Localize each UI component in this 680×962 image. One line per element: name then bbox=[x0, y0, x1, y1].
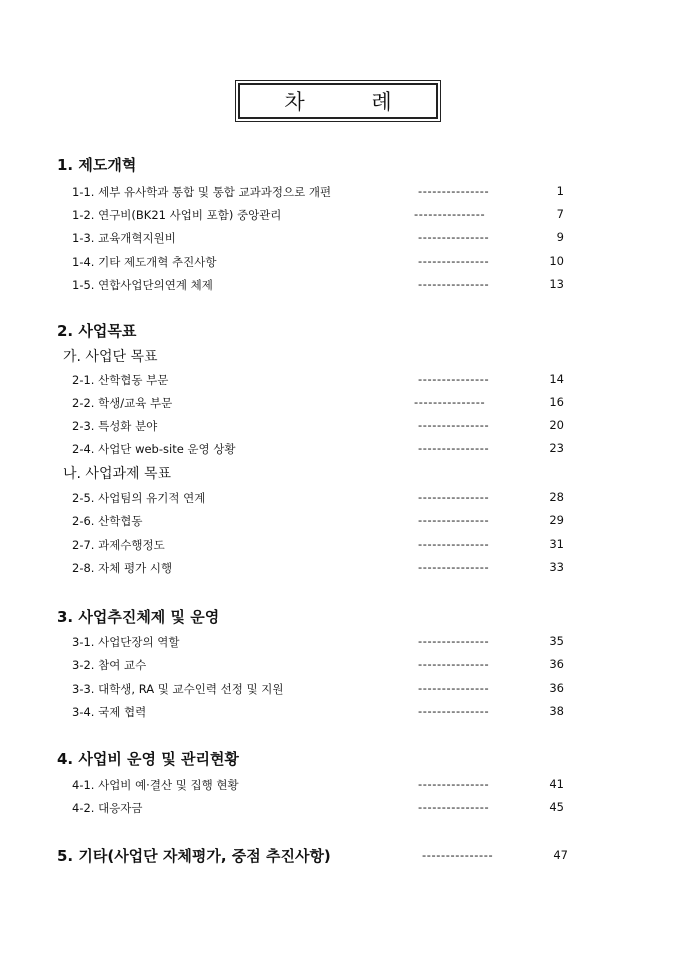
entry-label: 1-1. 세부 유사학과 통합 및 통합 교과과정으로 개편 bbox=[72, 185, 332, 199]
entry-label: 1-4. 기타 제도개혁 추진사항 bbox=[72, 255, 217, 269]
page-number: 13 bbox=[549, 277, 564, 291]
entry-label: 2-3. 특성화 분야 bbox=[72, 419, 158, 433]
subsection-heading-b: 나. 사업과제 목표 bbox=[63, 466, 172, 482]
toc-entry bbox=[72, 254, 568, 272]
entry-label: 2-6. 산학협동 bbox=[72, 514, 143, 528]
entry-label: 4-2. 대응자금 bbox=[72, 801, 143, 815]
section-heading-4: 4. 사업비 운영 및 관리현황 bbox=[57, 750, 239, 768]
page-number: 47 bbox=[553, 848, 568, 862]
leader-dots: --------------- bbox=[418, 277, 490, 291]
page-number: 36 bbox=[549, 681, 564, 695]
page-number: 16 bbox=[549, 395, 564, 409]
leader-dots: --------------- bbox=[418, 681, 490, 695]
page-number: 35 bbox=[549, 634, 564, 648]
entry-label: 2-2. 학생/교육 부문 bbox=[72, 396, 173, 410]
leader-dots: --------------- bbox=[418, 777, 490, 791]
toc-entry bbox=[72, 441, 568, 459]
section-heading-5: 5. 기타(사업단 자체평가, 중점 추진사항) bbox=[57, 847, 331, 865]
page-number: 38 bbox=[549, 704, 564, 718]
toc-entry bbox=[72, 777, 568, 795]
page-number: 14 bbox=[549, 372, 564, 386]
toc-entry bbox=[72, 848, 568, 866]
section-heading-1: 1. 제도개혁 bbox=[57, 156, 137, 174]
page-number: 9 bbox=[556, 230, 564, 244]
leader-dots: --------------- bbox=[418, 537, 490, 551]
entry-label: 3-4. 국제 협력 bbox=[72, 705, 147, 719]
toc-entry bbox=[72, 560, 568, 578]
leader-dots: --------------- bbox=[418, 634, 490, 648]
entry-label: 3-2. 참여 교수 bbox=[72, 658, 147, 672]
page-number: 41 bbox=[549, 777, 564, 791]
page-number: 36 bbox=[549, 657, 564, 671]
leader-dots: --------------- bbox=[422, 848, 494, 862]
leader-dots: --------------- bbox=[418, 560, 490, 574]
leader-dots: --------------- bbox=[418, 441, 490, 455]
toc-entry bbox=[72, 372, 568, 390]
section-heading-3: 3. 사업추진체제 및 운영 bbox=[57, 608, 220, 626]
toc-entry bbox=[72, 277, 568, 295]
toc-entry bbox=[72, 634, 568, 652]
page-number: 28 bbox=[549, 490, 564, 504]
entry-label: 2-5. 사업팀의 유기적 연계 bbox=[72, 491, 206, 505]
page-number: 10 bbox=[549, 254, 564, 268]
leader-dots: --------------- bbox=[414, 207, 486, 221]
toc-entry bbox=[72, 418, 568, 436]
entry-label: 3-3. 대학생, RA 및 교수인력 선정 및 지원 bbox=[72, 682, 284, 696]
leader-dots: --------------- bbox=[418, 704, 490, 718]
entry-label: 3-1. 사업단장의 역할 bbox=[72, 635, 180, 649]
toc-entry bbox=[72, 657, 568, 675]
page-number: 1 bbox=[556, 184, 564, 198]
toc-entry bbox=[72, 513, 568, 531]
toc-entry bbox=[72, 395, 568, 413]
leader-dots: --------------- bbox=[418, 657, 490, 671]
leader-dots: --------------- bbox=[418, 418, 490, 432]
entry-label: 1-2. 연구비(BK21 사업비 포함) 중앙관리 bbox=[72, 208, 282, 222]
toc-entry bbox=[72, 490, 568, 508]
page-number: 7 bbox=[556, 207, 564, 221]
leader-dots: --------------- bbox=[418, 490, 490, 504]
entry-label: 2-8. 자체 평가 시행 bbox=[72, 561, 173, 575]
entry-label: 1-3. 교육개혁지원비 bbox=[72, 231, 176, 245]
toc-entry bbox=[72, 681, 568, 699]
toc-entry bbox=[72, 207, 568, 225]
leader-dots: --------------- bbox=[414, 395, 486, 409]
leader-dots: --------------- bbox=[418, 230, 490, 244]
leader-dots: --------------- bbox=[418, 800, 490, 814]
toc-entry bbox=[72, 184, 568, 202]
entry-label: 4-1. 사업비 예·결산 및 집행 현황 bbox=[72, 778, 239, 792]
page-number: 29 bbox=[549, 513, 564, 527]
entry-label: 1-5. 연합사업단의연계 체제 bbox=[72, 278, 213, 292]
toc-entry bbox=[72, 537, 568, 555]
entry-label: 2-7. 과제수행정도 bbox=[72, 538, 165, 552]
toc-title: 차 례 bbox=[238, 83, 438, 119]
leader-dots: --------------- bbox=[418, 184, 490, 198]
entry-label: 2-4. 사업단 web-site 운영 상황 bbox=[72, 442, 236, 456]
page-number: 23 bbox=[549, 441, 564, 455]
page-number: 31 bbox=[549, 537, 564, 551]
leader-dots: --------------- bbox=[418, 513, 490, 527]
leader-dots: --------------- bbox=[418, 372, 490, 386]
entry-label: 2-1. 산학협동 부문 bbox=[72, 373, 169, 387]
page-number: 20 bbox=[549, 418, 564, 432]
page-number: 45 bbox=[549, 800, 564, 814]
section-heading-2: 2. 사업목표 bbox=[57, 322, 137, 340]
toc-entry bbox=[72, 704, 568, 722]
leader-dots: --------------- bbox=[418, 254, 490, 268]
subsection-heading-a: 가. 사업단 목표 bbox=[63, 349, 158, 365]
toc-entry bbox=[72, 230, 568, 248]
page-number: 33 bbox=[549, 560, 564, 574]
toc-entry bbox=[72, 800, 568, 818]
